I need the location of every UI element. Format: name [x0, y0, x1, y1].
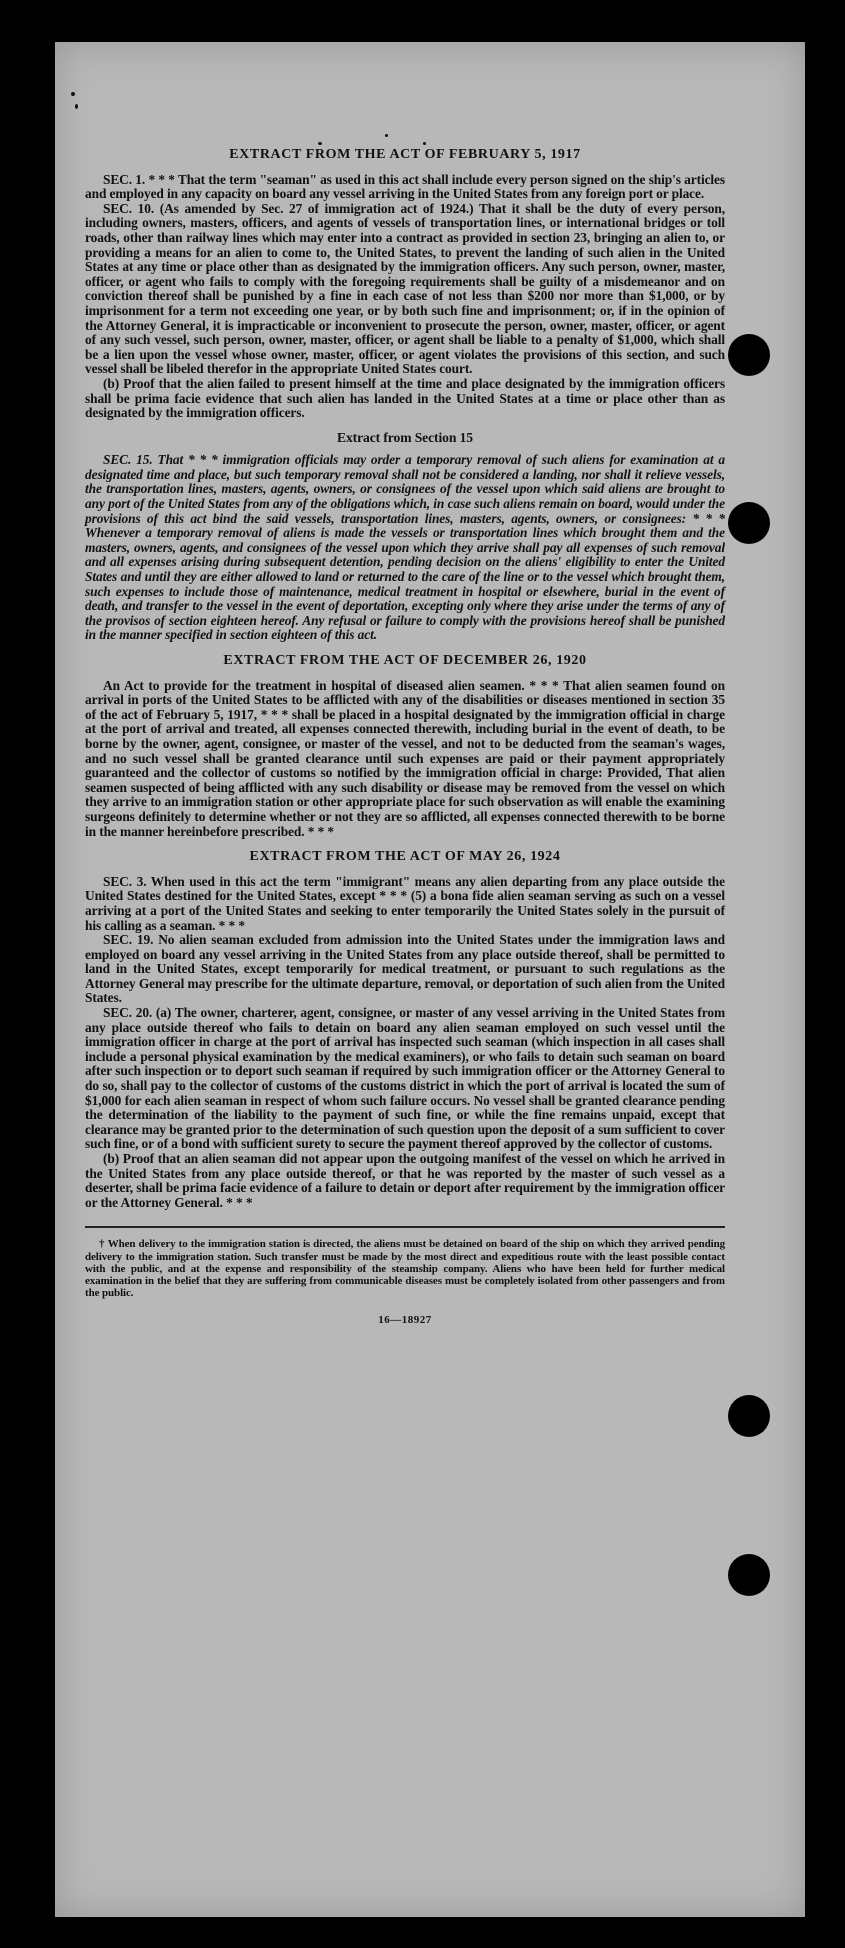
page-speck — [75, 104, 78, 109]
document-content — [85, 148, 725, 1328]
page-speck — [318, 142, 322, 145]
paragraph-sec-20-a: SEC. 20. (a) The owner, charterer, agent, consignee, or master of any vessel arriving in the United States from any place outside thereof who fails to detain on board any alien seaman employed on such vessel until the immigration officer in charge at the port of arrival has inspected such seaman (which inspection in all cases shall include a personal physical examination by the medical examiners), or who fails to detain such seaman on board after such inspection or to deport such seaman if required by such immigration officer or the Attorney General to do so, shall pay to the collector of customs of the customs district in which the port of arrival is located the sum of $1,000 for each alien seaman in respect of whom such failure occurs. No vessel shall be granted clearance pending the determination of the liability to the payment of such fine, or while the fine remains unpaid, except that clearance may be granted prior to the determination of such question upon the deposit of a sum sufficient to cover such fine, or of a bond with sufficient surety to secure the payment thereof approved by the collector of customs. — [85, 1005, 725, 1152]
punch-hole — [728, 502, 770, 544]
paragraph-sec-19: SEC. 19. No alien seaman excluded from admission into the United States under the immigration laws and employed on board any vessel arriving in the United States from any place outside thereof, shall be permitted to land in the United States, except temporarily for medical treatment, or pursuant to such regulations as the Attorney General may prescribe for the ultimate departure, removal, or deportation of such alien from the United States. — [85, 932, 725, 1006]
paragraph-sec-15: SEC. 15. That * * * immigration officials may order a temporary removal of such aliens for examination at a designated time and place, but such temporary removal shall not be considered a landing, nor shall it relieve vessels, the transportation lines, masters, agents, owners, or consignees of the vessel upon which said aliens are brought to any port of the United States from any of the obligations which, in case such aliens remain on board, would under the provisions of this act bind the said vessels, transportation lines, masters, agents, owners, or consignees: * * * Whenever a temporary removal of aliens is made the vessels or transportation lines which brought them and the masters, owners, agents, and consignees of the vessel upon which they arrive shall pay all expenses of such removal and all expenses arising during subsequent detention, pending decision on the aliens' eligibility to enter the United States and until they are either allowed to land or returned to the care of the line or to the vessel which brought them, such expenses to include those of maintenance, medical treatment in hospital or elsewhere, burial in the event of death, and transfer to the vessel in the event of deportation, excepting only where they arise under the terms of any of the provisos of section eighteen hereof. Any refusal or failure to comply with the provisions hereof shall be punished in the manner specified in section eighteen of this act. — [85, 452, 725, 643]
paragraph-sec-3: SEC. 3. When used in this act the term "immigrant" means any alien departing from any place outside the United States destined for the United States, except * * * (5) a bona fide alien seaman serving as such on a vessel arriving at a port of the United States and seeking to enter temporarily the United States solely in the pursuit of his calling as a seaman. * * * — [85, 873, 725, 933]
paragraph-sec-1: SEC. 1. * * * That the term "seaman" as used in this act shall include every person signed on the ship's articles and employed in any capacity on board any vessel arriving in the United States from any foreign port or place. — [85, 171, 725, 202]
footnote — [85, 1238, 725, 1299]
punch-hole — [728, 1395, 770, 1437]
heading-act-1917: EXTRACT FROM THE ACT OF FEBRUARY 5, 1917 — [229, 147, 581, 162]
heading-section-15: Extract from Section 15 — [337, 429, 473, 445]
paragraph-sec-10: SEC. 10. (As amended by Sec. 27 of immigration act of 1924.) That it shall be the duty of every person, including owners, masters, officers, and agents of vessels of transportation lines, or international bridges or toll roads, other than railway lines which may enter into a contract as provided in section 23, bringing an alien to, or providing a means for an alien to come to, the United States, to prevent the landing of such alien in the United States at any time or place other than as designated by the immigration officers. Any such person, owner, master, officer, or agent who fails to comply with the foregoing requirements shall be guilty of a misdemeanor and on conviction thereof shall be punished by a fine in each case of not less than $200 nor more than $1,000, or by imprisonment for a term not exceeding one year, or by both such fine and imprisonment; or, if in the opinion of the Attorney General, it is impracticable or inconvenient to prosecute the person, owner, master, officer, or agent of any such vessel, such person, owner, master, officer, or agent shall be liable to a penalty of $1,000, which shall be a lien upon the vessel whose owner, master, officer, or agent violates the provisions of this section, and such vessel shall be libeled therefor in the appropriate United States court. — [85, 200, 725, 377]
heading-act-1924: EXTRACT FROM THE ACT OF MAY 26, 1924 — [249, 849, 561, 865]
paragraph-act-1920: An Act to provide for the treatment in hospital of diseased alien seamen. * * * That alien seamen found on arrival in ports of the United States to be afflicted with any of the disabilities or diseases mentioned in section 35 of the act of February 5, 1917, * * * shall be placed in a hospital designated by the immigration official in charge at the port of arrival and treated, all expenses connected therewith, including burial in the event of death, to be borne by the owner, agent, consignee, or master of the vessel, and not to be deducted from the seaman's wages, and no such vessel shall be granted clearance until such expenses are paid or their payment appropriately guaranteed and the collector of customs so notified by the immigration official in charge: Provided, That alien seamen suspected of being afflicted with any such disability or disease may be removed from the vessel on which they arrive to an immigration station or other appropriate place for such observation as will enable the examining surgeons definitely to determine whether or not they are so afflicted, all expenses connected therewith to be borne in the manner hereinbefore prescribed. * * * — [85, 677, 725, 839]
footnote-text: † When delivery to the immigration station is directed, the aliens must be detained on board of the ship on which they arrived pending delivery to the immigration station. Such transfer must be made by the most direct and expeditious route with the least possible contact with the public, and at the expense and responsibility of the steamship company. Aliens who have been held for further medical examination in the belief that they are suffering from communicable diseases must be completely isolated from other passengers and from the public. — [85, 1238, 725, 1300]
paragraph-sec-10-b: (b) Proof that the alien failed to present himself at the time and place designated by the immigration officers shall be prima facie evidence that such alien has landed in the United States at a time or place other than as designated by the immigration officers. — [85, 375, 725, 421]
heading-act-1920: EXTRACT FROM THE ACT OF DECEMBER 26, 1920 — [223, 653, 587, 668]
page-speck — [385, 134, 388, 137]
footnote-divider — [85, 1226, 725, 1228]
page-speck — [423, 142, 426, 145]
form-number: 16—18927 — [378, 1314, 432, 1327]
punch-hole — [728, 334, 770, 376]
paragraph-sec-20-b: (b) Proof that an alien seaman did not appear upon the outgoing manifest of the vessel on which he arrived in the United States from any place outside thereof, or that he was reported by the master of such vessel as a deserter, shall be prima facie evidence of a failure to detain or deport after requirement by the immigration officer or the Attorney General. * * * — [85, 1151, 725, 1210]
page-speck — [71, 92, 75, 96]
punch-hole — [728, 1554, 770, 1596]
